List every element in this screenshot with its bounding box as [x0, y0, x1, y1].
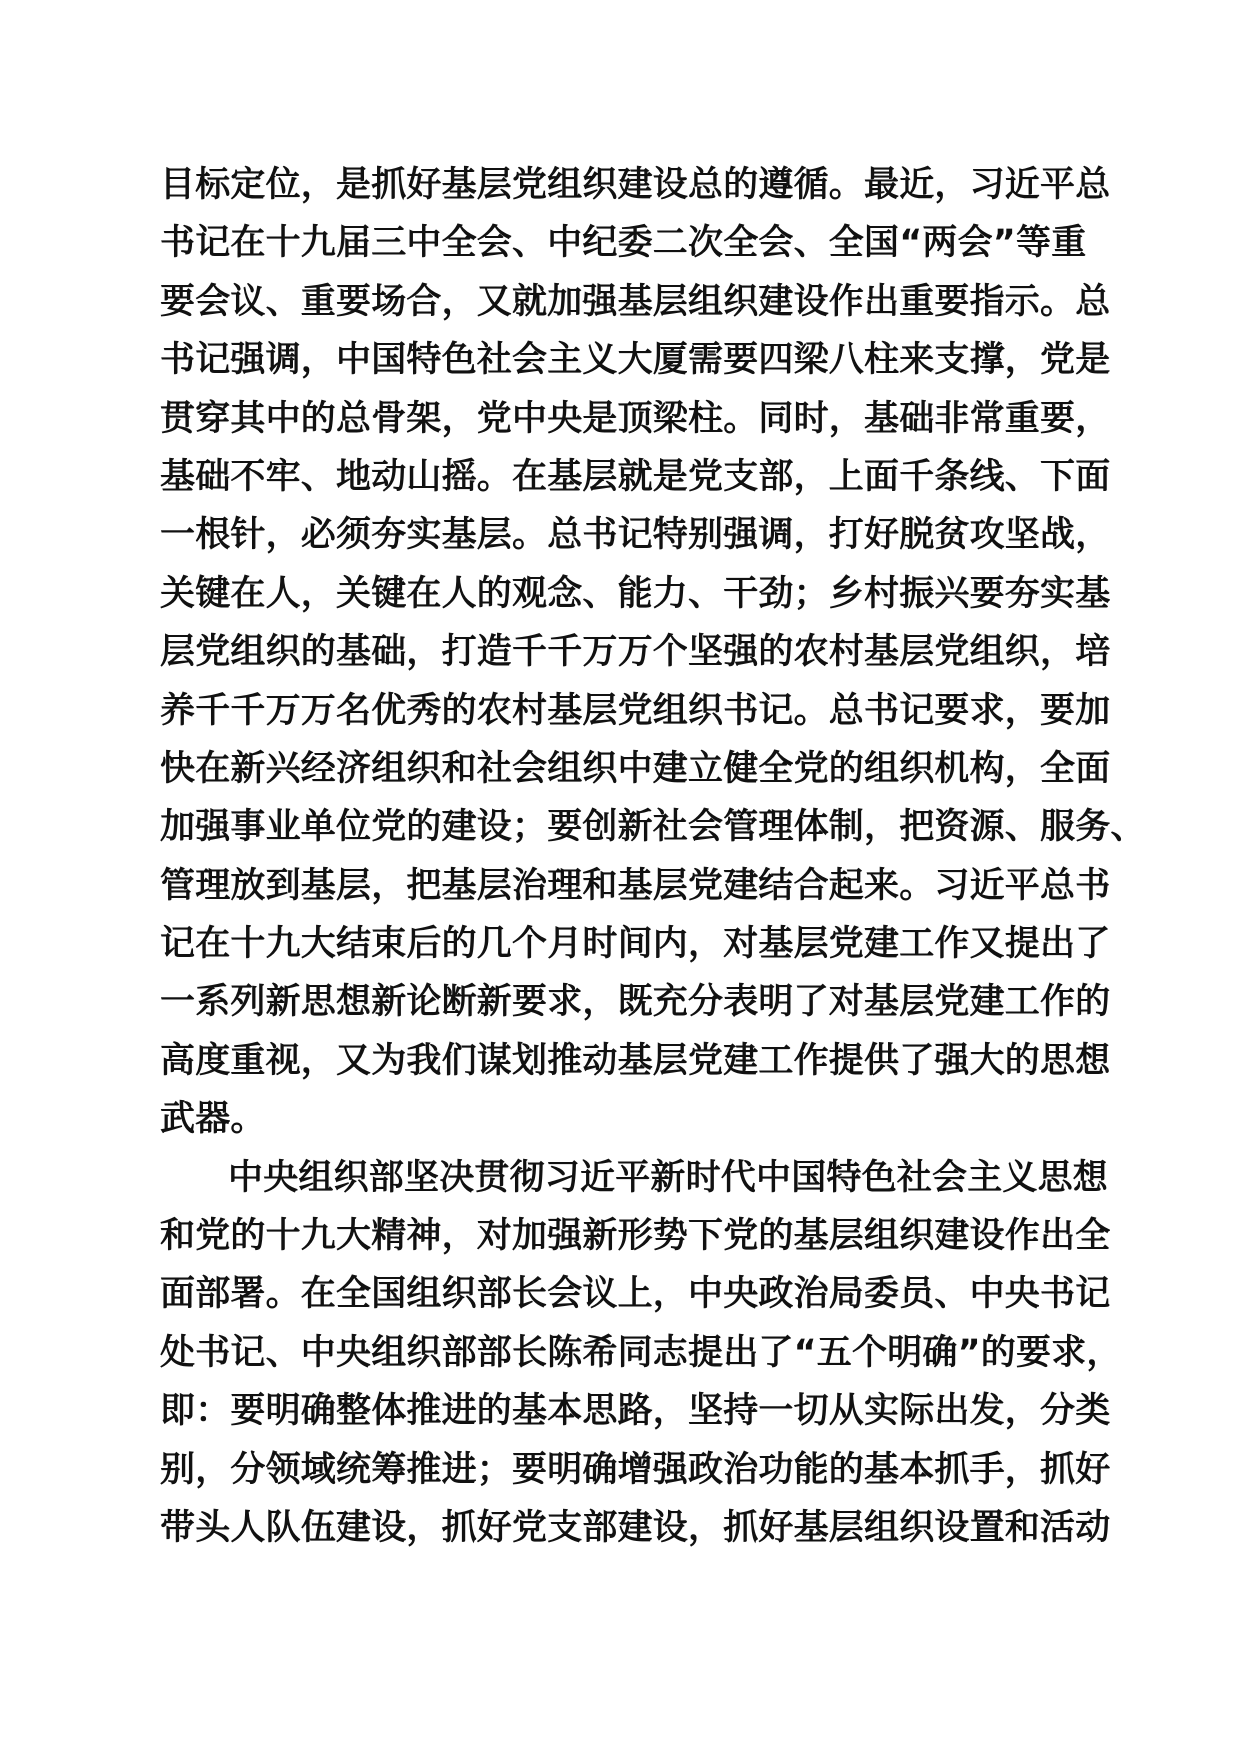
text-line: 书记在十九届三中全会、中纪委二次全会、全国“两会”等重: [160, 223, 1087, 264]
text-line: 处书记、中央组织部部长陈希同志提出了“五个明确”的要求，: [160, 1332, 1122, 1373]
text-line: 带头人队伍建设，抓好党支部建设，抓好基层组织设置和活动: [160, 1507, 1111, 1548]
text-line: 要会议、重要场合，又就加强基层组织建设作出重要指示。总: [160, 281, 1111, 322]
text-line: 一根针，必须夯实基层。总书记特别强调，打好脱贫攻坚战，: [160, 515, 1111, 556]
text-line: 记在十九大结束后的几个月时间内，对基层党建工作又提出了: [160, 924, 1111, 965]
text-line: 目标定位，是抓好基层党组织建设总的遵循。最近，习近平总: [160, 165, 1111, 205]
text-line: 面部署。在全国组织部长会议上，中央政治局委员、中央书记: [160, 1274, 1111, 1315]
text-line: 贯穿其中的总骨架，党中央是顶梁柱。同时，基础非常重要，: [160, 398, 1111, 439]
text-line: 养千千万万名优秀的农村基层党组织书记。总书记要求，要加: [160, 690, 1111, 731]
text-line: 高度重视，又为我们谋划推动基层党建工作提供了强大的思想: [160, 1040, 1111, 1081]
text-line: 加强事业单位党的建设；要创新社会管理体制，把资源、服务、: [160, 807, 1146, 848]
text-line: 关键在人，关键在人的观念、能力、干劲；乡村振兴要夯实基: [160, 573, 1111, 614]
text-line: 武器。: [160, 1099, 266, 1140]
text-line: 一系列新思想新论断新要求，既充分表明了对基层党建工作的: [160, 982, 1111, 1023]
text-line: 管理放到基层，把基层治理和基层党建结合起来。习近平总书: [160, 865, 1111, 906]
paragraph-1: [160, 156, 1146, 1149]
body-text: [160, 156, 1146, 1557]
text-line: 书记强调，中国特色社会主义大厦需要四梁八柱来支撑，党是: [160, 340, 1111, 381]
text-line: 基础不牢、地动山摇。在基层就是党支部，上面千条线、下面: [160, 456, 1111, 497]
text-line: 快在新兴经济组织和社会组织中建立健全党的组织机构，全面: [160, 748, 1111, 789]
text-line-indented: 中央组织部坚决贯彻习近平新时代中国特色社会主义思想: [228, 1157, 1109, 1198]
text-line: 即：要明确整体推进的基本思路，坚持一切从实际出发，分类: [160, 1391, 1111, 1432]
text-line: 层党组织的基础，打造千千万万个坚强的农村基层党组织，培: [160, 632, 1111, 673]
paragraph-2: [160, 1149, 1122, 1558]
text-line: 别，分领域统筹推进；要明确增强政治功能的基本抓手，抓好: [160, 1449, 1111, 1490]
text-line: 和党的十九大精神，对加强新形势下党的基层组织建设作出全: [160, 1216, 1111, 1257]
